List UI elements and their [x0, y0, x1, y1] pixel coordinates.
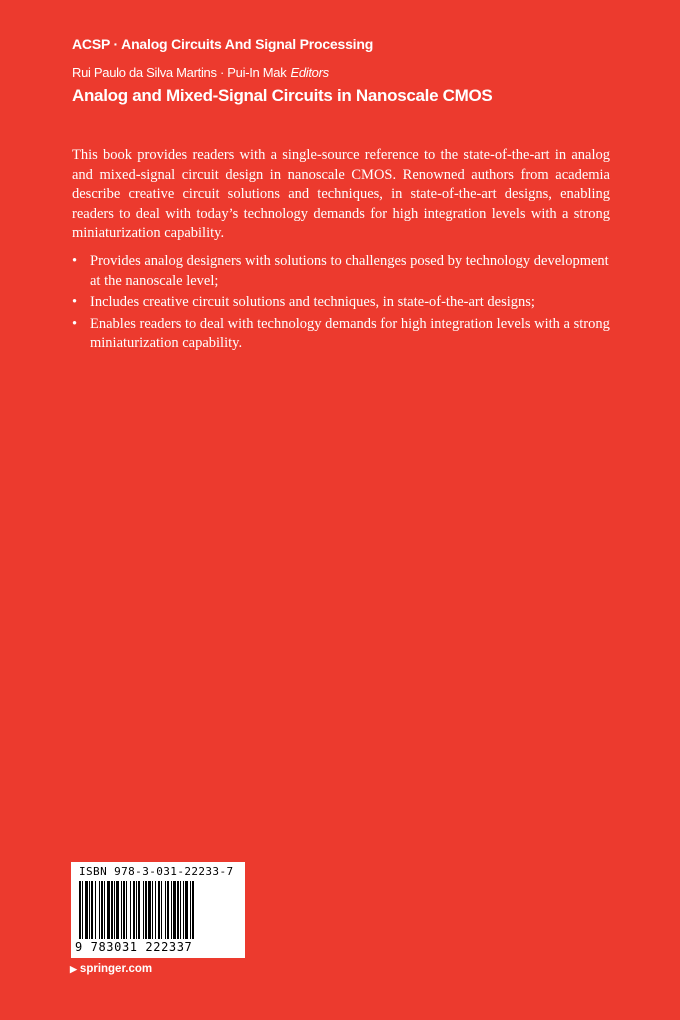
springer-link-text: springer.com [79, 963, 153, 975]
list-item-text: Enables readers to deal with technology demands for high integration levels with a strong miniaturization capability. [90, 315, 610, 351]
list-item [72, 252, 610, 291]
editors-line [72, 65, 329, 80]
arrow-right-icon: ▶ [70, 963, 77, 974]
barcode-digits: 9 783031 222337 [75, 940, 193, 954]
barcode-bars [79, 881, 239, 939]
list-item-text: Includes creative circuit solutions and techniques, in state-of-the-art designs; [90, 294, 535, 310]
editors-role: Editors [290, 65, 329, 80]
isbn-label: ISBN 978-3-031-22233-7 [79, 865, 234, 878]
list-item-text: Provides analog designers with solutions to challenges posed by technology development at the nanoscale level; [90, 253, 609, 289]
series-line: ACSP · Analog Circuits And Signal Processing [72, 36, 374, 52]
barcode-box [71, 862, 245, 958]
book-title: Analog and Mixed-Signal Circuits in Nanoscale CMOS [72, 86, 493, 105]
bullet-icon: • [72, 294, 78, 310]
feature-list [72, 252, 610, 356]
bullet-icon: • [72, 315, 78, 332]
editors-names: Rui Paulo da Silva Martins · Pui-In Mak [72, 65, 287, 80]
list-item [72, 315, 610, 354]
springer-link[interactable] [70, 963, 152, 975]
bullet-icon: • [72, 253, 78, 269]
list-item [72, 293, 610, 313]
book-description: This book provides readers with a single-source reference to the state-of-the-art in analog and mixed-signal circuit design in nanoscale CMOS. Renowned authors from academia describe creative circuit solutions and techniques, in state-of-the-art designs, enabling readers to deal with today’s technology demands for high integration levels with a strong miniaturization capability. [72, 147, 610, 241]
